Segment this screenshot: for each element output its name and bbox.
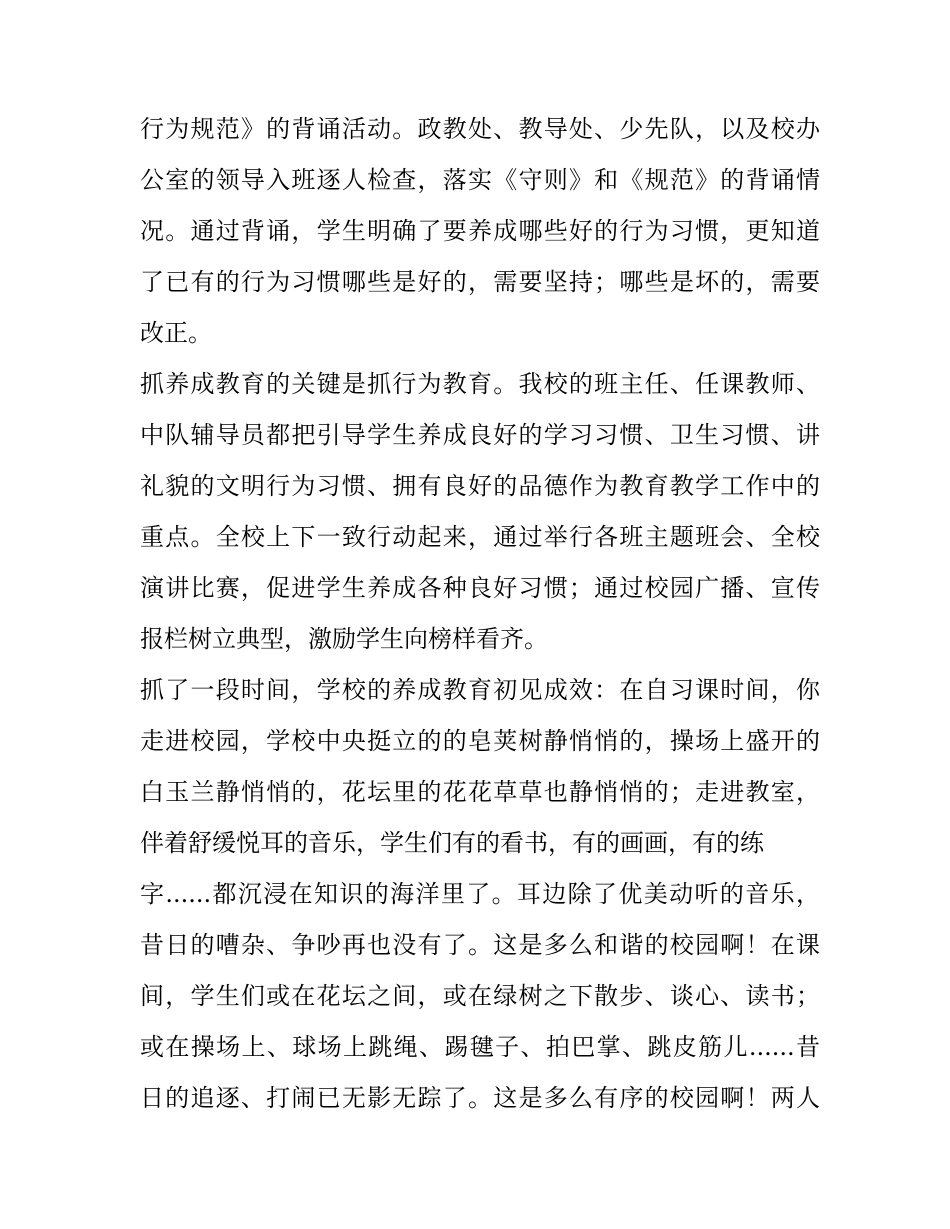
text-line: 公室的领导入班逐人检查，落实《守则》和《规范》的背诵情 <box>140 166 820 194</box>
text-line: 昔日的嘈杂、争吵再也没有了。这是多么和谐的校园啊！在课 <box>140 931 820 959</box>
text-line: 抓了一段时间，学校的养成教育初见成效：在自习课时间，你 <box>140 676 820 704</box>
text-line: 中队辅导员都把引导学生养成良好的学习习惯、卫生习惯、讲 <box>140 421 820 449</box>
text-line: 演讲比赛，促进学生养成各种良好习惯；通过校园广播、宣传 <box>140 574 820 602</box>
document-body <box>140 104 820 1124</box>
text-line: 或在操场上、球场上跳绳、踢毽子、拍巴掌、跳皮筋儿......昔 <box>140 1033 820 1061</box>
text-line: 伴着舒缓悦耳的音乐，学生们有的看书，有的画画，有的练 <box>140 829 764 857</box>
text-line: 间，学生们或在花坛之间，或在绿树之下散步、谈心、读书； <box>140 982 820 1010</box>
text-line: 报栏树立典型，激励学生向榜样看齐。 <box>140 625 548 653</box>
text-line: 礼貌的文明行为习惯、拥有良好的品德作为教育教学工作中的 <box>140 472 820 500</box>
text-line: 抓养成教育的关键是抓行为教育。我校的班主任、任课教师、 <box>140 370 820 398</box>
text-line: 了已有的行为习惯哪些是好的，需要坚持；哪些是坏的，需要 <box>140 268 820 296</box>
text-line: 走进校园，学校中央挺立的的皂荚树静悄悄的，操场上盛开的 <box>140 727 820 755</box>
text-line: 日的追逐、打闹已无影无踪了。这是多么有序的校园啊！两人 <box>140 1084 820 1112</box>
text-line: 行为规范》的背诵活动。政教处、教导处、少先队，以及校办 <box>140 115 820 143</box>
text-line: 重点。全校上下一致行动起来，通过举行各班主题班会、全校 <box>140 523 820 551</box>
text-line: 况。通过背诵，学生明确了要养成哪些好的行为习惯，更知道 <box>140 217 820 245</box>
text-line: 字......都沉浸在知识的海洋里了。耳边除了优美动听的音乐， <box>140 880 820 908</box>
text-line: 改正。 <box>140 319 212 347</box>
text-line: 白玉兰静悄悄的，花坛里的花花草草也静悄悄的；走进教室， <box>140 778 820 806</box>
